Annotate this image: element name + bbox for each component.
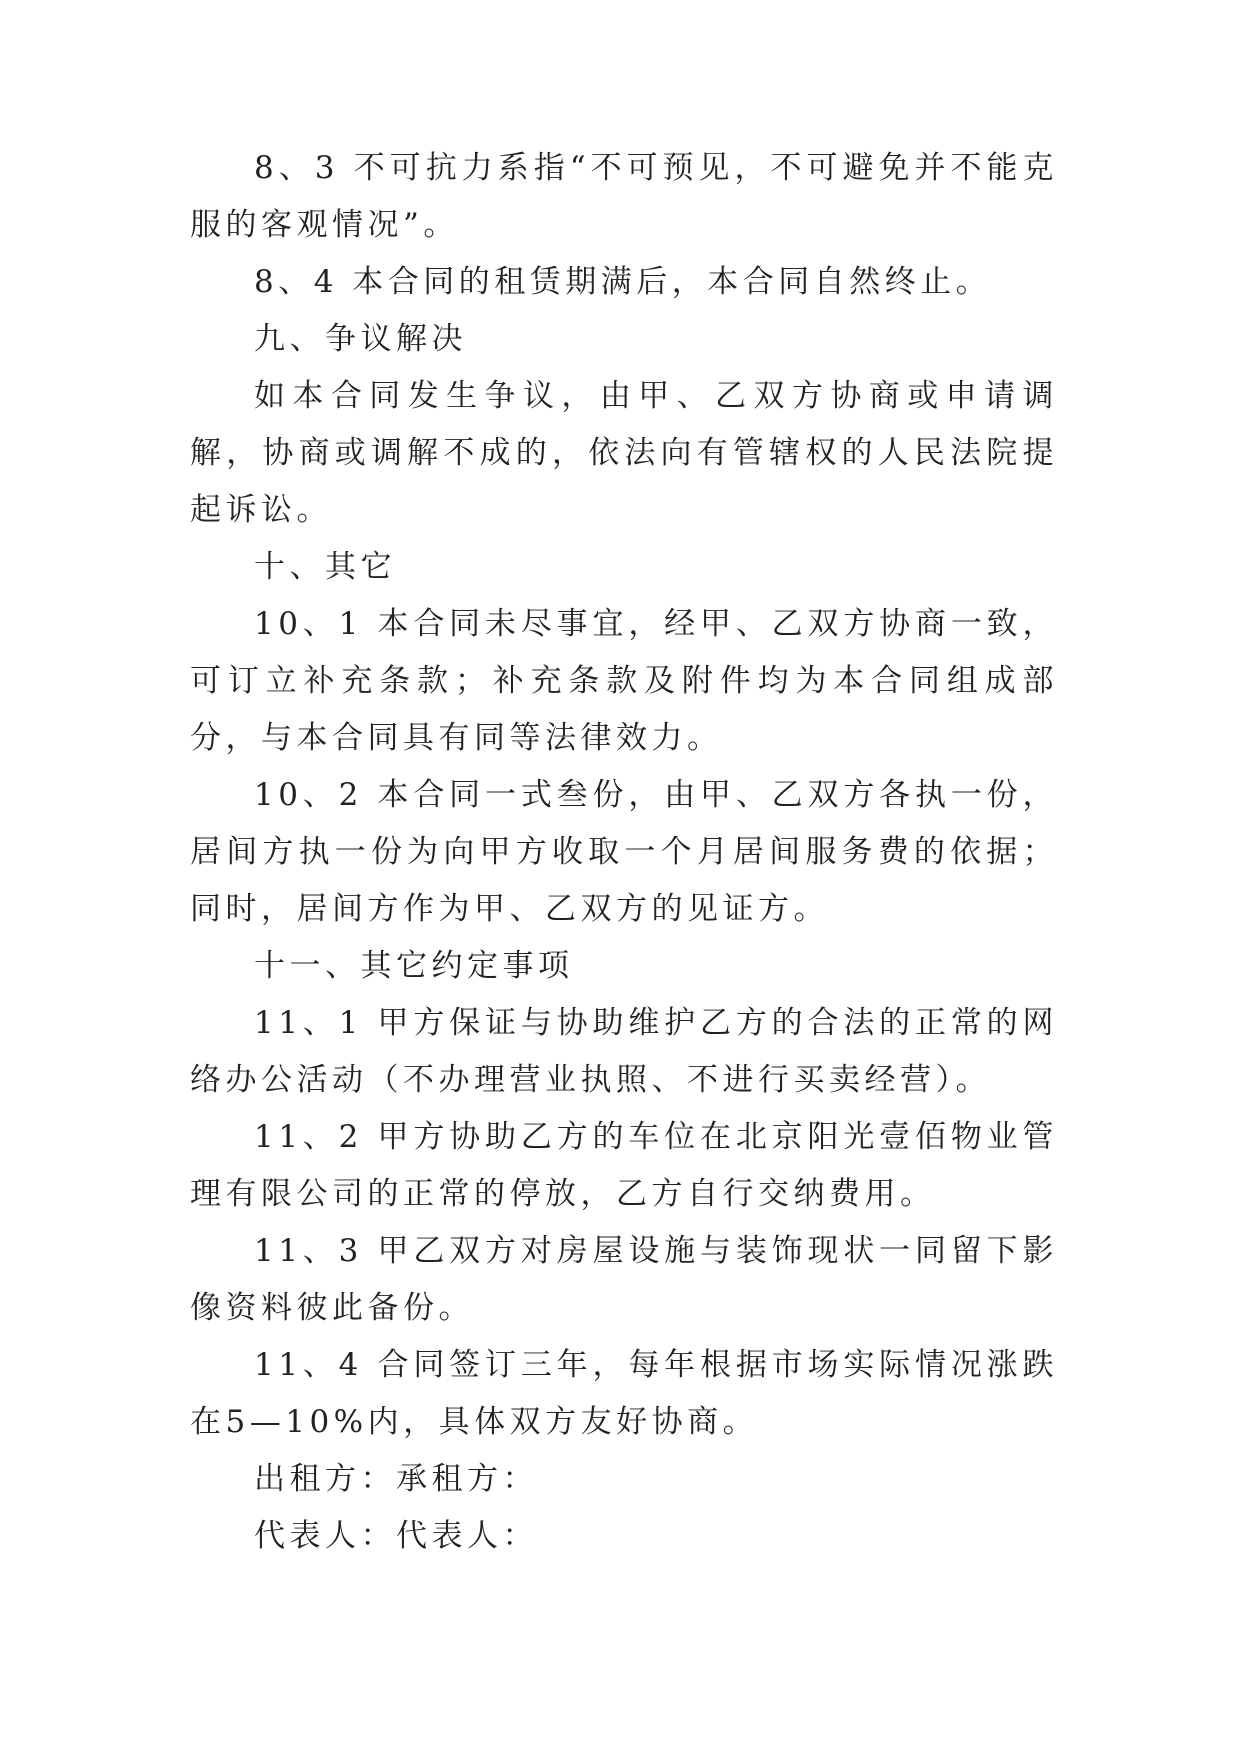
section-9-heading: 九、争议解决 [254,321,467,357]
clause-11-1: 11、1 甲方保证与协助维护乙方的合法的正常的网络办公活动（不办理营业执照、不进行买卖经营）。 [190,1005,1058,1098]
clause-10-2: 10、2 本合同一式叁份，由甲、乙双方各执一份，居间方执一份为向甲方收取一个月居间服务费的依据；同时，居间方作为甲、乙双方的见证方。 [190,777,1058,927]
clause-8-4: 8、4 本合同的租赁期满后，本合同自然终止。 [254,264,992,300]
clause-10-1: 10、1 本合同未尽事宜，经甲、乙双方协商一致，可订立补充条款；补充条款及附件均为本合同组成部分，与本合同具有同等法律效力。 [190,606,1058,756]
clause-11-3: 11、3 甲乙双方对房屋设施与装饰现状一同留下影像资料彼此备份。 [190,1233,1058,1326]
clause-8-3: 8、3 不可抗力系指“不可预见，不可避免并不能克服的客观情况”。 [190,150,1058,243]
lessor-lessee-line: 出租方：承租方： [254,1461,538,1497]
clause-9-body: 如本合同发生争议，由甲、乙双方协商或申请调解，协商或调解不成的，依法向有管辖权的人民法院提起诉讼。 [190,378,1058,528]
section-10-heading: 十、其它 [254,549,396,585]
clause-11-4: 11、4 合同签订三年，每年根据市场实际情况涨跌在5—10%内，具体双方友好协商。 [190,1347,1058,1440]
section-11-heading: 十一、其它约定事项 [254,948,574,984]
representative-line: 代表人：代表人： [254,1518,538,1554]
document-page [190,140,1058,1565]
clause-11-2: 11、2 甲方协助乙方的车位在北京阳光壹佰物业管理有限公司的正常的停放，乙方自行交纳费用。 [190,1119,1058,1212]
